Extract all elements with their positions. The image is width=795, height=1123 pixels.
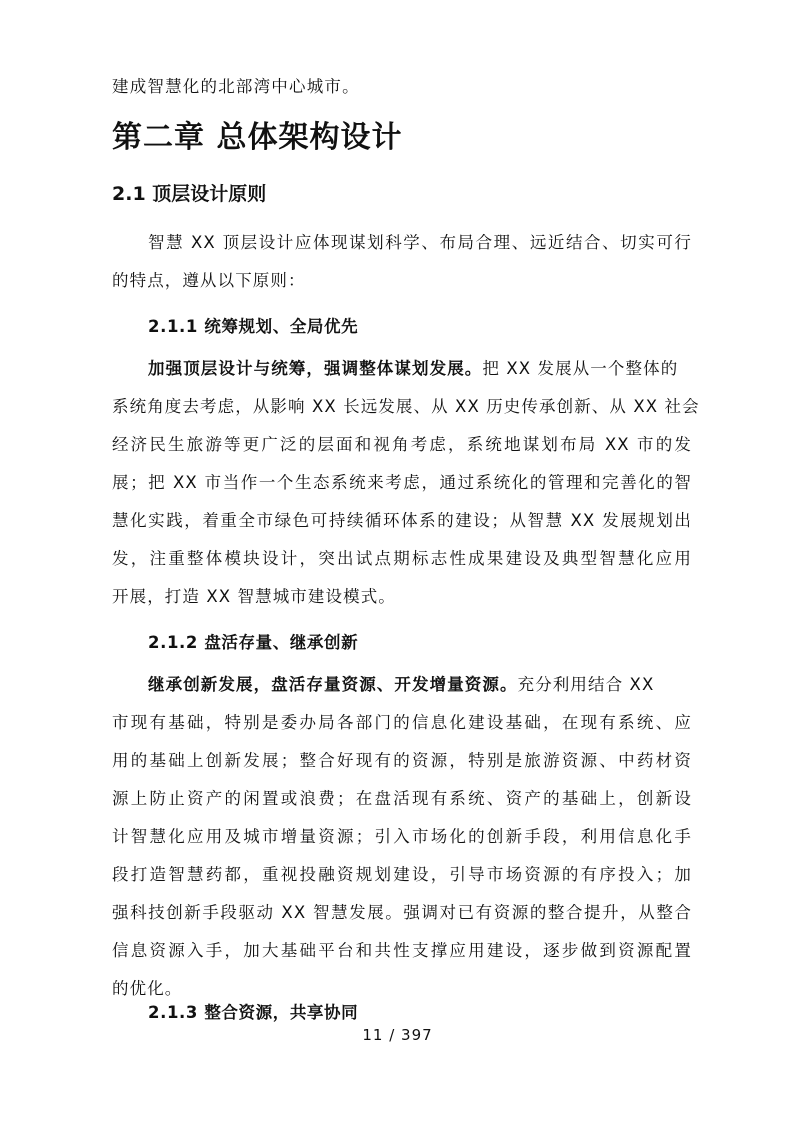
paragraph-line: 展；把 XX 市当作一个生态系统来考虑，通过系统化的管理和完善化的智 xyxy=(112,473,692,492)
paragraph-line: 开展，打造 XX 智慧城市建设模式。 xyxy=(112,587,396,606)
lead-text: 充分利用结合 XX xyxy=(517,675,655,694)
subsection-title-2-1-3: 2.1.3 整合资源，共享协同 xyxy=(148,1003,359,1022)
section-intro-line: 的特点，遵从以下原则： xyxy=(112,271,306,290)
paragraph-line: 段打造智慧药都，重视投融资规划建设，引导市场资源的有序投入；加 xyxy=(112,865,692,884)
lead-text: 把 XX 发展从一个整体的 xyxy=(482,359,679,378)
paragraph-line: 计智慧化应用及城市增量资源；引入市场化的创新手段，利用信息化手 xyxy=(112,827,692,846)
paragraph-line: 系统角度去考虑，从影响 XX 长远发展、从 XX 历史传承创新、从 XX 社会 xyxy=(112,397,700,416)
page-number: 11 / 397 xyxy=(362,1026,433,1044)
paragraph-lead xyxy=(148,358,692,380)
intro-line: 建成智慧化的北部湾中心城市。 xyxy=(112,77,360,96)
lead-bold-text: 继承创新发展，盘活存量资源、开发增量资源。 xyxy=(148,675,518,694)
paragraph-line: 的优化。 xyxy=(112,979,183,998)
chapter-title: 第二章 总体架构设计 xyxy=(112,120,403,155)
paragraph-line: 经济民生旅游等更广泛的层面和视角考虑，系统地谋划布局 XX 市的发 xyxy=(112,435,692,454)
paragraph-line: 市现有基础，特别是委办局各部门的信息化建设基础，在现有系统、应 xyxy=(112,713,692,732)
subsection-title-2-1-1: 2.1.1 统筹规划、全局优先 xyxy=(148,317,359,336)
paragraph-line: 发，注重整体模块设计，突出试点期标志性成果建设及典型智慧化应用 xyxy=(112,549,692,568)
paragraph-line: 源上防止资产的闲置或浪费；在盘活现有系统、资产的基础上，创新设 xyxy=(112,789,692,808)
subsection-title-2-1-2: 2.1.2 盘活存量、继承创新 xyxy=(148,633,359,652)
paragraph-line: 强科技创新手段驱动 XX 智慧发展。强调对已有资源的整合提升，从整合 xyxy=(112,903,692,922)
section-intro-line: 智慧 XX 顶层设计应体现谋划科学、布局合理、远近结合、切实可行 xyxy=(148,233,692,252)
paragraph-line: 慧化实践，着重全市绿色可持续循环体系的建设；从智慧 XX 发展规划出 xyxy=(112,511,692,530)
section-title: 2.1 顶层设计原则 xyxy=(112,183,267,205)
paragraph-line: 用的基础上创新发展；整合好现有的资源，特别是旅游资源、中药材资 xyxy=(112,751,692,770)
lead-bold-text: 加强顶层设计与统筹，强调整体谋划发展。 xyxy=(148,359,483,378)
paragraph-lead xyxy=(148,674,692,696)
paragraph-line: 信息资源入手，加大基础平台和共性支撑应用建设，逐步做到资源配置 xyxy=(112,941,692,960)
